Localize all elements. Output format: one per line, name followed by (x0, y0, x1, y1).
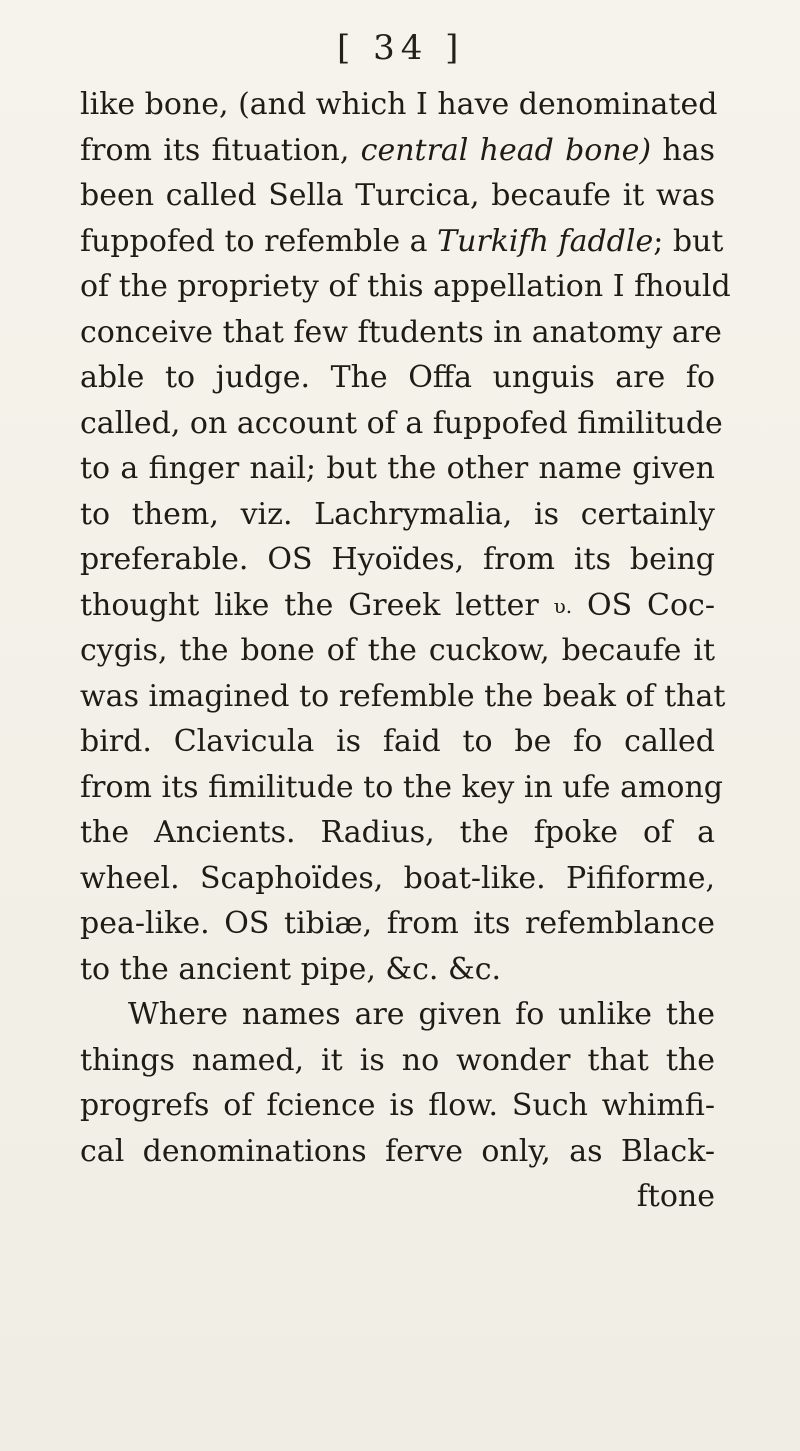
text-run: of the propriety of this appellation I fhould (80, 269, 731, 304)
text-run: ; but (653, 223, 724, 259)
text-run: able to judge. The Offa unguis are fo (80, 360, 715, 395)
text-line (80, 674, 726, 720)
text-run: bird. Clavicula is faid to be fo called (80, 724, 715, 759)
italic-phrase: Turkifh faddle (437, 223, 654, 259)
text-line (80, 1038, 715, 1084)
page-number: [ 34 ] (337, 28, 465, 68)
text-line (80, 583, 715, 629)
text-line (80, 401, 723, 447)
text-run: been called Sella Turcica, becaufe it was (80, 178, 715, 213)
text-run: conceive that few ftudents in anatomy are (80, 314, 722, 350)
text-line (80, 355, 715, 401)
text-run: to the ancient pipe, &c. &c. (80, 951, 502, 987)
text-run: like bone, (and which I have denominated (80, 87, 718, 122)
text-line (80, 1083, 715, 1129)
text-line (80, 219, 724, 265)
text-line (80, 992, 715, 1038)
text-line (80, 128, 715, 174)
text-run: has (651, 132, 716, 168)
text-run: from its fimilitude to the key in ufe among (80, 769, 724, 805)
text-line (80, 82, 718, 128)
text-run: things named, it is no wonder that the (80, 1042, 715, 1078)
text-run: wheel. Scaphoïdes, boat-like. Pififorme, (80, 860, 715, 896)
text-line (80, 446, 715, 492)
text-run: Where names are given fo unlike the (128, 997, 715, 1032)
text-line (80, 810, 715, 856)
text-line (80, 765, 724, 811)
body-text (80, 82, 731, 1220)
text-run: pea-like. OS tibiæ, from its refemblance (80, 906, 715, 941)
text-run: fuppofed to refemble a (80, 223, 438, 259)
text-line (80, 264, 731, 310)
italic-phrase: central head bone) (360, 132, 652, 168)
text-run: to them, viz. Lachrymalia, is certainly (80, 496, 715, 532)
text-run: thought like the Greek letter (80, 587, 554, 623)
text-run: cal denominations ferve only, as Black- (80, 1133, 715, 1169)
text-run: was imagined to refemble the beak of that (80, 678, 726, 714)
text-line (80, 492, 715, 538)
text-run: progrefs of fcience is flow. Such whimfi- (80, 1088, 715, 1123)
text-line (80, 628, 715, 674)
text-run: the Ancients. Radius, the fpoke of a (80, 815, 715, 850)
text-run: from its fituation, (80, 132, 361, 168)
catchword-line (80, 1174, 715, 1220)
text-line (80, 173, 715, 219)
greek-letter: υ. (553, 593, 573, 618)
text-line (80, 537, 715, 583)
text-run: cygis, the bone of the cuckow, becaufe it (80, 633, 715, 668)
text-run: to a finger nail; but the other name given (80, 451, 715, 486)
text-run: called, on account of a fuppofed fimilitude (80, 405, 723, 441)
text-run: preferable. OS Hyoïdes, from its being (80, 542, 715, 577)
text-line (80, 901, 715, 947)
text-line (80, 947, 715, 993)
text-run: OS Coc- (572, 587, 715, 623)
text-line (80, 856, 715, 902)
text-line (80, 1129, 715, 1175)
text-line (80, 719, 715, 765)
catchword: ftone (636, 1179, 715, 1214)
text-line (80, 310, 722, 356)
